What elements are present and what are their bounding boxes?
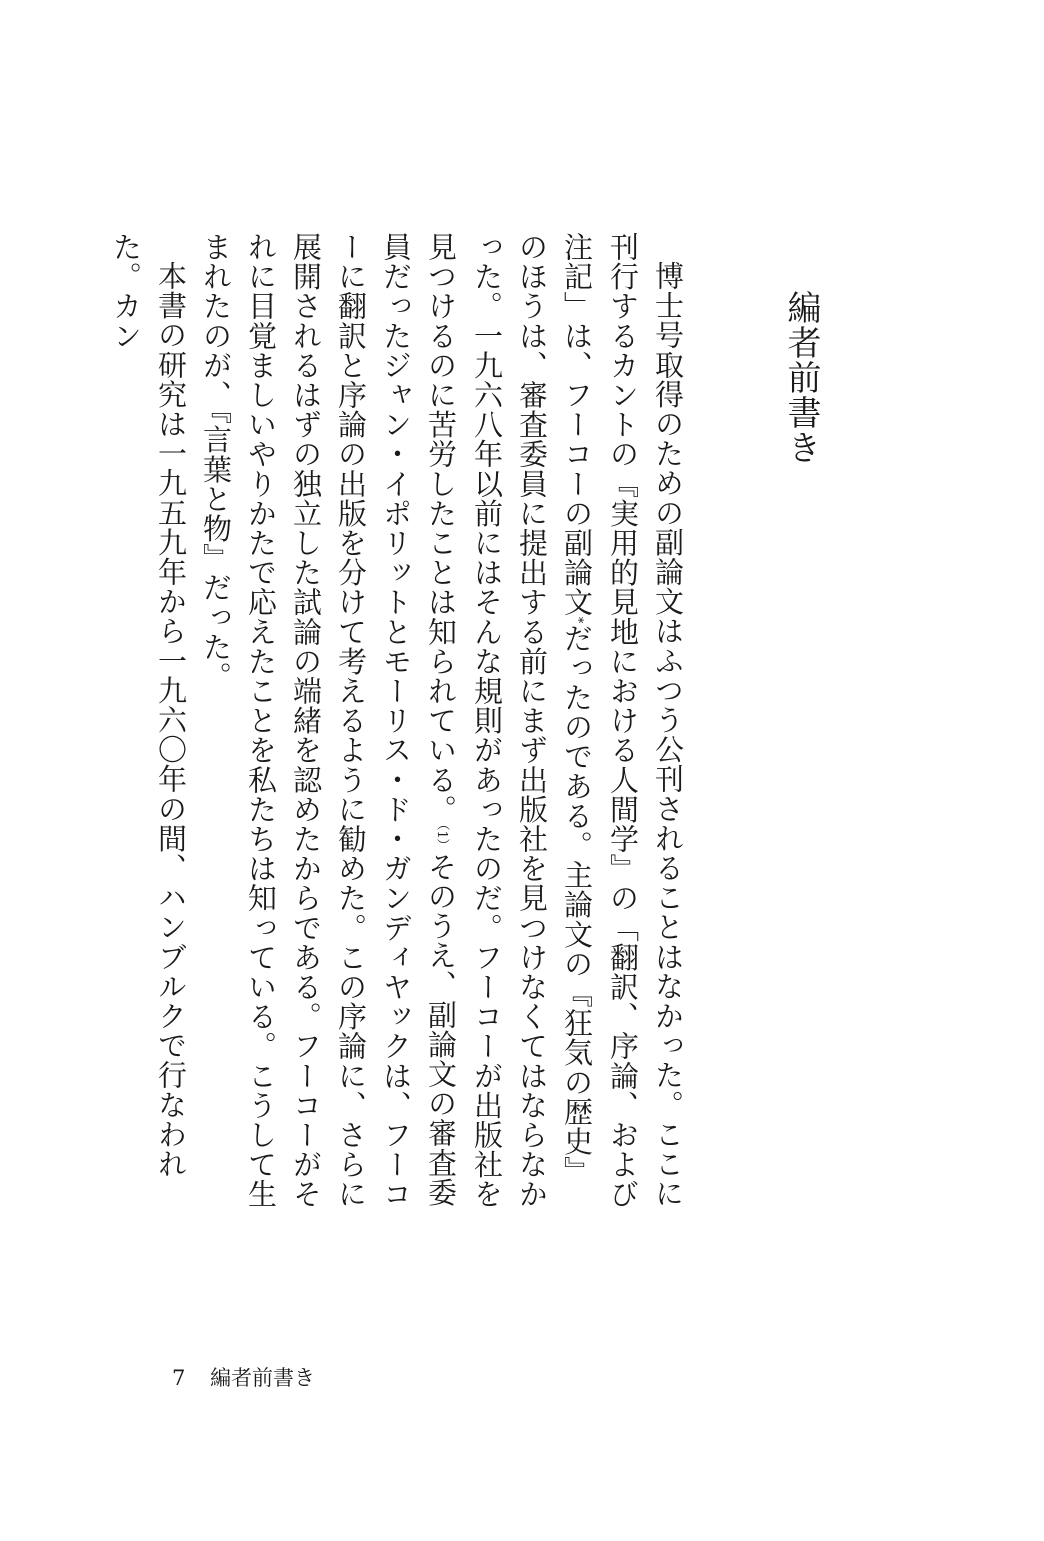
page-number: 7	[172, 1366, 186, 1390]
body-text	[109, 232, 690, 1212]
running-title: 編者前書き	[210, 1366, 316, 1390]
page-footer	[172, 1363, 315, 1393]
chapter-heading: 編者前書き	[781, 290, 821, 465]
note-marker: （1）	[434, 824, 449, 852]
paragraph	[193, 232, 690, 1212]
text-run: 博士号取得のための副論文はふつう公刊されることはなかった。ここに刊行するカントの『実用的見地における人間学』の「翻訳、序論、および注記」は、フーコーの副論文	[560, 232, 685, 1209]
note-marker: *	[570, 616, 585, 624]
text-run: 本書の研究は一九五九年から一九六〇年の間、ハンブルクで行なわれた。カン	[109, 232, 188, 1179]
paragraph	[103, 232, 193, 1212]
text-run: だったのである。主論文の『狂気の歴史』のほうは、審査委員に提出する前にまず出版社を見つけなくてはならなかった。一九六八年以前にはそんな規則があったのだ。フーコーが出版社を見つけるのに苦労したことは知られている。	[424, 232, 594, 1209]
text-run: そのうえ、副論文の審査委員だったジャン・イポリットとモーリス・ド・ガンディヤックは、フーコーに翻訳と序論の出版を分けて考えるように勧めた。この序論に、さらに展開されるはずの独立した試論の端緒を認めたからである。フーコーがそれに目覚ましいやりかたで応えたことを私たちは知っている。こうして生まれたのが、『言葉と物』だった。	[199, 232, 458, 1209]
